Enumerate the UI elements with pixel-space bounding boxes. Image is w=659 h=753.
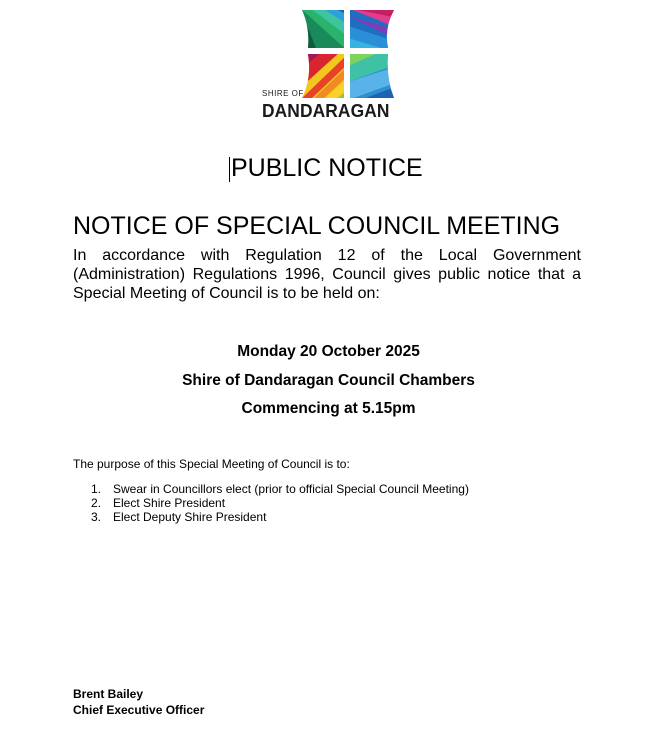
signatory-name: Brent Bailey — [73, 687, 144, 701]
meeting-venue: Shire of Dandaragan Council Chambers — [182, 371, 475, 389]
list-item — [91, 496, 469, 510]
notice-intro: In accordance with Regulation 12 of the Local Government (Administration) Regulations 1996, Council gives public notice that a Special Meeting of Council is to be held on: — [73, 247, 581, 302]
meeting-date: Monday 20 October 2025 — [237, 343, 420, 360]
purpose-intro: The purpose of this Special Meeting of Council is to: — [73, 457, 350, 471]
list-item-text: Elect Deputy Shire President — [113, 510, 267, 524]
list-item-number: 2. — [91, 496, 102, 510]
list-item-text: Elect Shire President — [113, 496, 226, 510]
list-item-text: Swear in Councillors elect (prior to official Special Council Meeting) — [113, 482, 469, 496]
list-item — [91, 482, 469, 496]
text-cursor — [229, 157, 230, 182]
notice-heading: PUBLIC NOTICE — [231, 154, 423, 182]
logo-shire-name: DANDARAGAN — [262, 100, 390, 121]
meeting-details — [73, 341, 584, 427]
signatory-title: Chief Executive Officer — [73, 703, 205, 717]
list-item-number: 1. — [91, 482, 102, 496]
signature-block — [73, 686, 204, 718]
meeting-title: NOTICE OF SPECIAL COUNCIL MEETING — [73, 212, 561, 240]
list-item — [91, 510, 469, 524]
meeting-time: Commencing at 5.15pm — [241, 400, 416, 417]
shire-logo — [262, 8, 398, 120]
shire-logo-mark — [300, 8, 396, 100]
purpose-list — [91, 482, 469, 524]
list-item-number: 3. — [91, 510, 102, 524]
logo-shire-of: SHIRE OF — [262, 89, 304, 98]
